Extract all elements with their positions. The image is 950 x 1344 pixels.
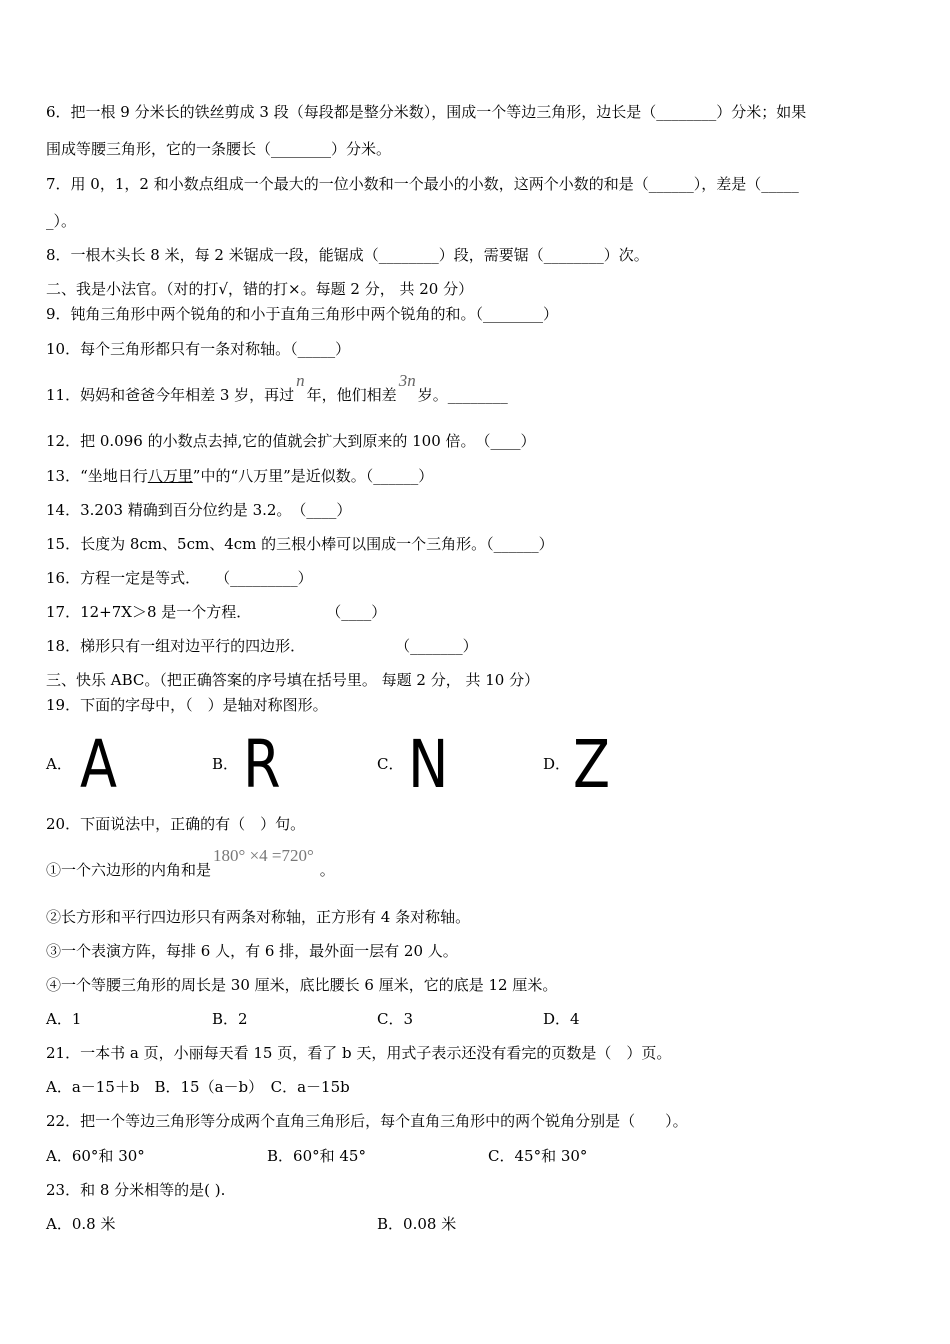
q19-option-d-label: D．	[543, 755, 571, 773]
question-6-line-2: 围成等腰三角形，它的一条腰长（________）分米。	[46, 140, 392, 158]
letter-z-image: Z	[573, 726, 611, 803]
question-20-statement-1	[46, 846, 335, 880]
question-7-line-1: 7．用 0，1，2 和小数点组成一个最大的一位小数和一个最小的小数，这两个小数的和是（______），差是（_____	[46, 175, 799, 193]
question-11	[46, 371, 508, 405]
question-20-statement-4: ④一个等腰三角形的周长是 30 厘米，底比腰长 6 厘米，它的底是 12 厘米。	[46, 976, 558, 994]
question-13-text-a: 13．“坐地日行	[46, 467, 148, 485]
question-21-options: A．a－15＋b B．15（a－b） C．a－15b	[46, 1078, 350, 1096]
math-3n: 3n	[398, 371, 416, 390]
question-8: 8．一根木头长 8 米，每 2 米锯成一段，能锯成（________）段，需要锯（________）次。	[46, 246, 649, 264]
statement-1-text: ①一个六边形的内角和是	[46, 861, 212, 879]
q19-option-c-label: C．	[377, 755, 404, 773]
q20-option-b: B．2	[212, 1010, 248, 1028]
section-2-heading: 二、我是小法官。（对的打√，错的打×。每题 2 分， 共 20 分）	[46, 280, 474, 298]
q22-option-b: B．60°和 45°	[267, 1147, 366, 1165]
question-15: 15．长度为 8cm、5cm、4cm 的三根小棒可以围成一个三角形。（______）	[46, 535, 554, 553]
q20-option-d: D．4	[543, 1010, 580, 1028]
question-21-stem: 21．一本书 a 页，小丽每天看 15 页，看了 b 天，用式子表示还没有看完的页数是（ ）页。	[46, 1044, 672, 1062]
question-9: 9．钝角三角形中两个锐角的和小于直角三角形中两个锐角的和。（________）	[46, 305, 559, 323]
statement-1-end: 。	[319, 861, 335, 879]
q23-option-a: A．0.8 米	[46, 1215, 116, 1233]
question-20-statement-3: ③一个表演方阵，每排 6 人，有 6 排，最外面一层有 20 人。	[46, 942, 458, 960]
question-7-line-2: _）。	[46, 212, 77, 230]
question-13-text-b: ”中的“八万里”是近似数。（______）	[192, 467, 434, 485]
question-17: 17．12+7X＞8 是一个方程． （____）	[46, 603, 387, 621]
q19-option-a-label: A．	[46, 755, 72, 773]
question-14: 14．3.203 精确到百分位约是 3.2。 （____）	[46, 501, 352, 519]
q20-option-c: C．3	[377, 1010, 414, 1028]
question-11-text-c: 岁。________	[417, 386, 508, 404]
math-expression: 180° ×4 =720°	[213, 846, 314, 865]
question-20-stem: 20．下面说法中，正确的有（ ）句。	[46, 815, 306, 833]
question-6-line-1: 6．把一根 9 分米长的铁丝剪成 3 段（每段都是整分米数），围成一个等边三角形，边长是（________）分米；如果	[46, 103, 807, 121]
q22-option-c: C．45°和 30°	[488, 1147, 588, 1165]
letter-r-image: R	[243, 726, 281, 803]
question-20-statement-2: ②长方形和平行四边形只有两条对称轴，正方形有 4 条对称轴。	[46, 908, 471, 926]
question-12: 12．把 0.096 的小数点去掉,它的值就会扩大到原来的 100 倍。 （____）	[46, 432, 536, 450]
question-19-stem: 19．下面的字母中，（ ）是轴对称图形。	[46, 696, 328, 714]
question-13-underlined: 八万里	[147, 467, 193, 485]
math-n: n	[296, 371, 305, 390]
q20-option-a: A．1	[46, 1010, 82, 1028]
question-11-text-b: 年，他们相差	[306, 386, 397, 404]
letter-n-image: N	[408, 726, 449, 803]
question-18: 18．梯形只有一组对边平行的四边形． （_______）	[46, 637, 478, 655]
question-11-text-a: 11．妈妈和爸爸今年相差 3 岁，再过	[46, 386, 295, 404]
question-13	[46, 466, 433, 486]
q22-option-a: A．60°和 30°	[46, 1147, 145, 1165]
question-22-stem: 22．把一个等边三角形等分成两个直角三角形后，每个直角三角形中的两个锐角分别是（ ）。	[46, 1112, 688, 1130]
q23-option-b: B．0.08 米	[377, 1215, 457, 1233]
q19-option-b-label: B．	[212, 755, 239, 773]
section-3-heading: 三、快乐 ABC。（把正确答案的序号填在括号里。 每题 2 分， 共 10 分）	[46, 671, 540, 689]
letter-a-image: A	[80, 726, 118, 803]
question-16: 16．方程一定是等式． （_________）	[46, 569, 313, 587]
question-23-stem: 23．和 8 分米相等的是( ).	[46, 1181, 226, 1199]
question-10: 10．每个三角形都只有一条对称轴。（_____）	[46, 340, 351, 358]
